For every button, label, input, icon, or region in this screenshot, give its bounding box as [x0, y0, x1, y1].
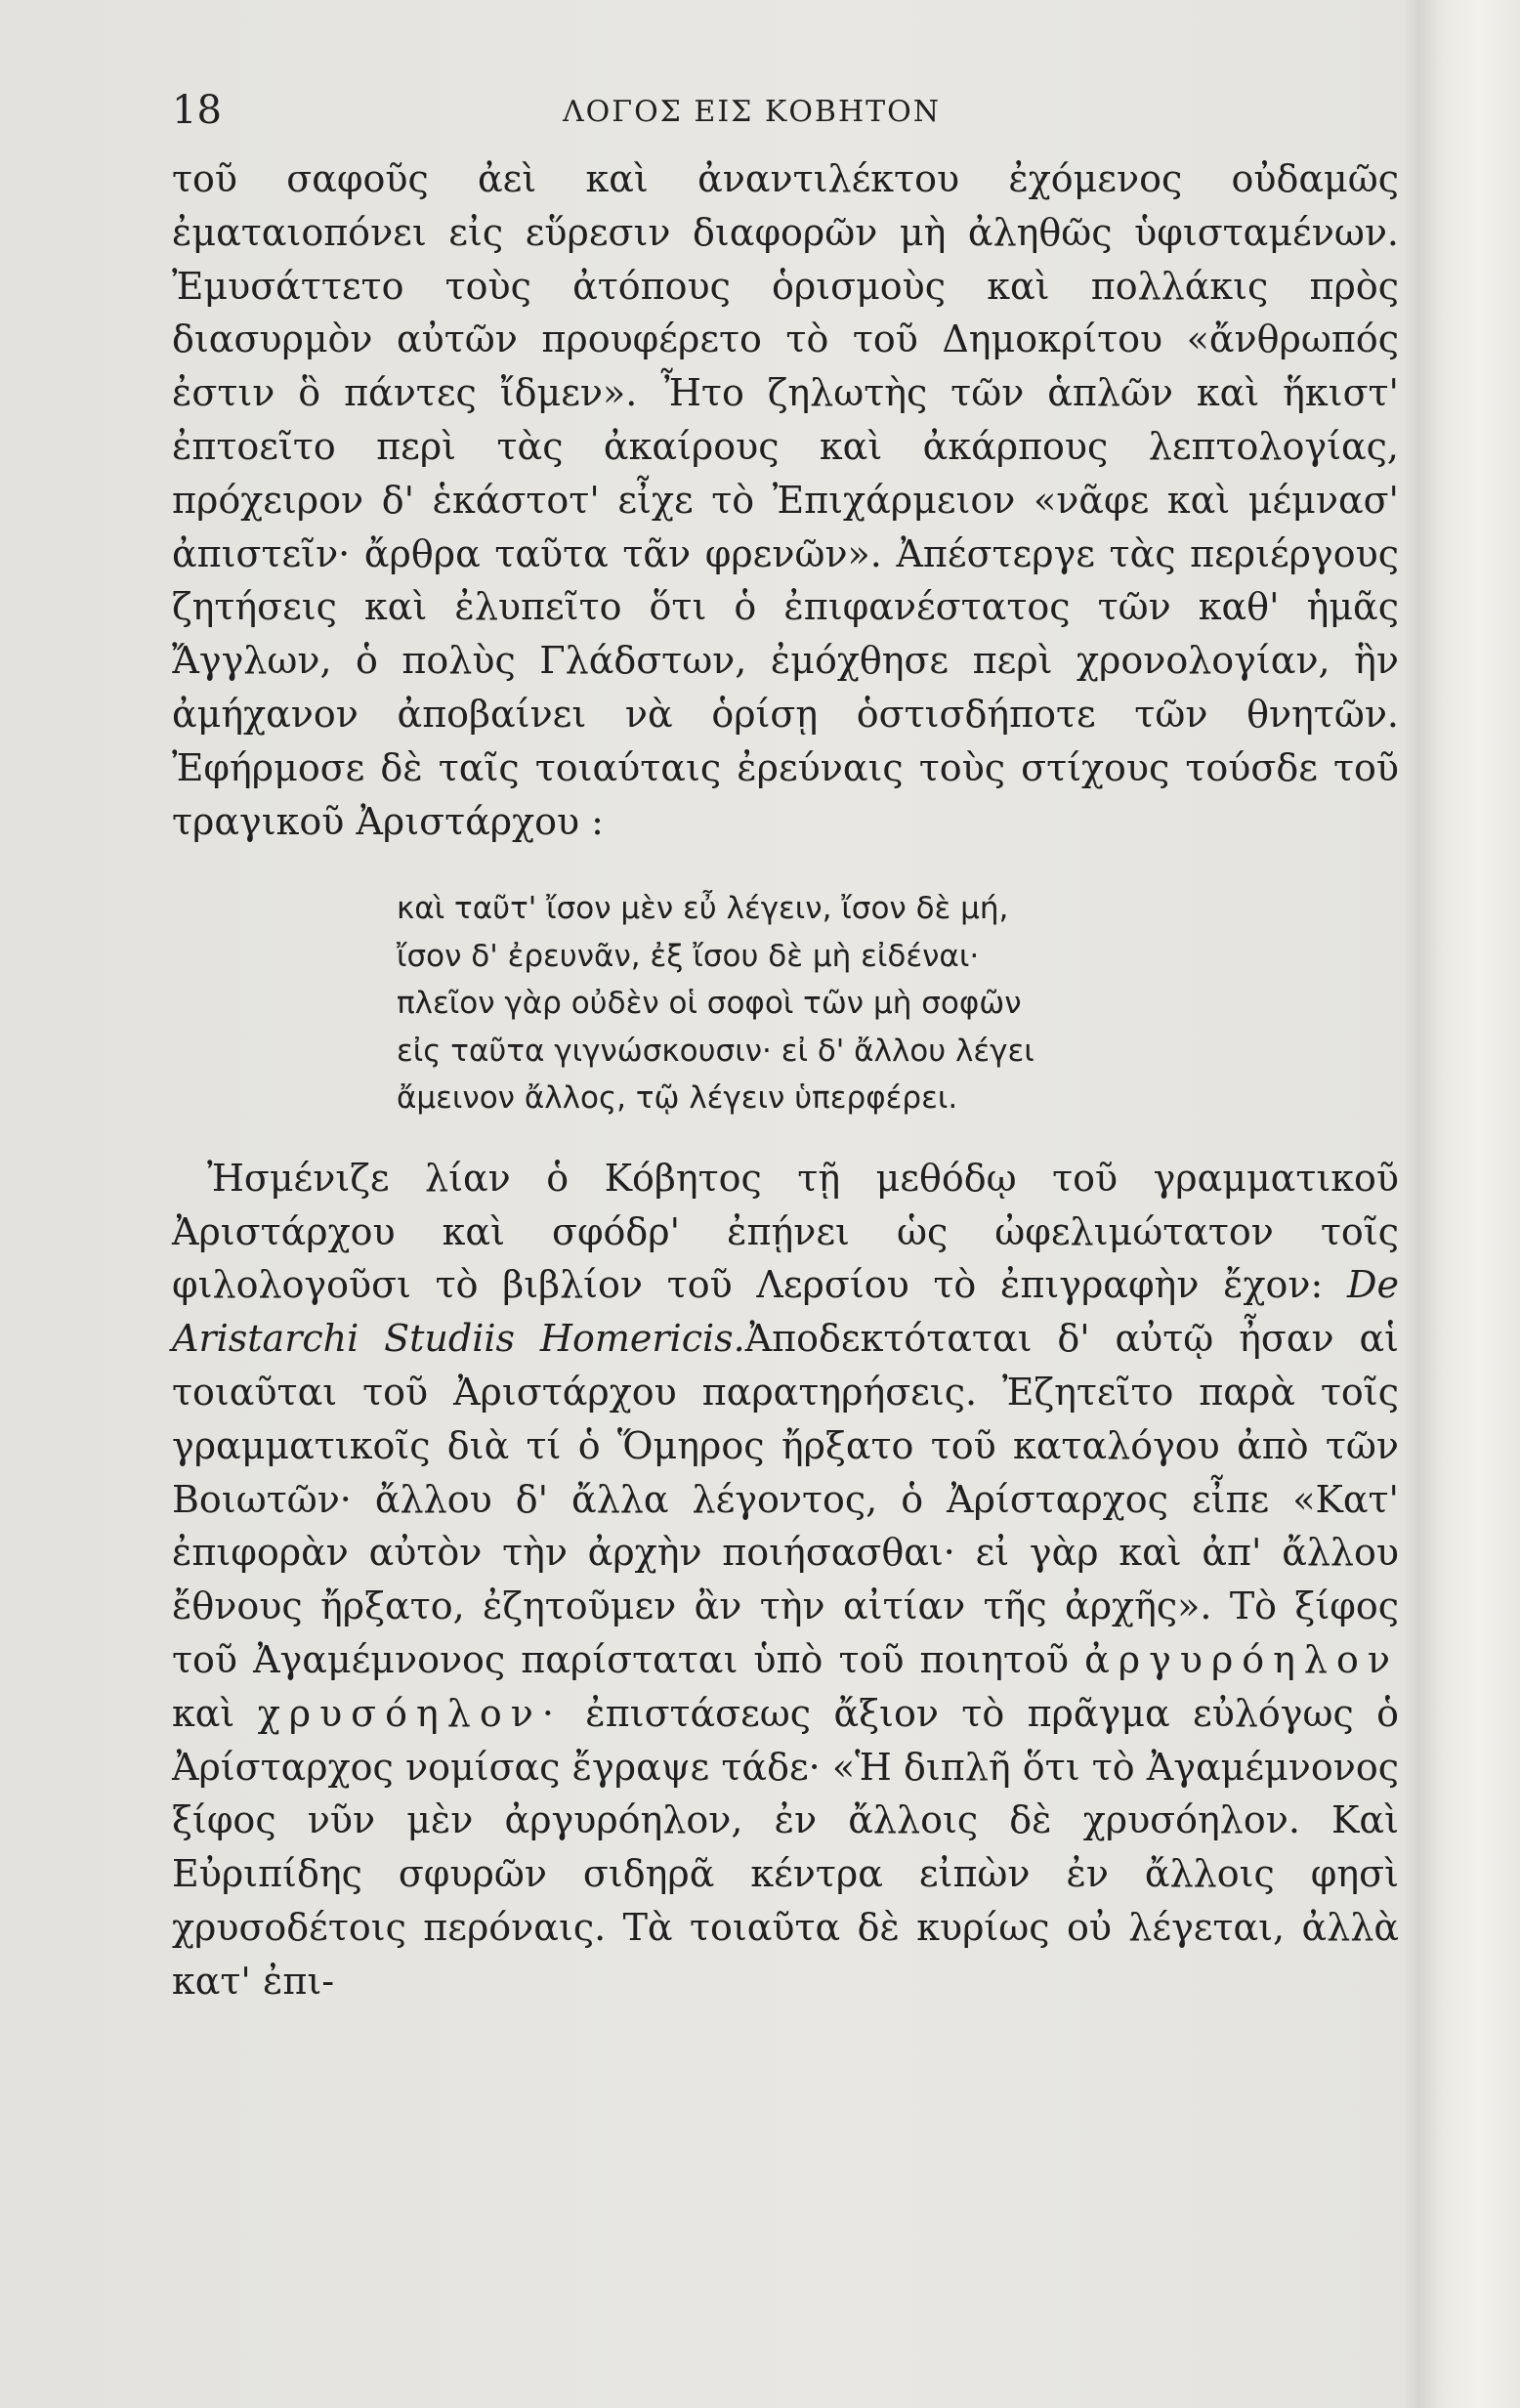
spaced-word: ἀργυρόηλον [1084, 1638, 1399, 1682]
verse-line: ἴσον δ' ἐρευνᾶν, ἐξ ἴσου δὲ μὴ εἰδέναι· [397, 938, 980, 974]
paragraph-2-rest: Ἀποδεκτόταται δ' αὐτῷ ἦσαν αἱ τοιαῦται τοῦ Ἀριστάρχου παρατηρήσεις. Ἐζητεῖτο παρὰ τοῖς γραμματικοῖς διὰ τί ὁ Ὅμηρος ἤρξατο τοῦ καταλόγου ἀπὸ τῶν Βοιωτῶν· ἄλλου δ' ἄλλα λέγοντος, ὁ Ἀρίσταρχος εἶπε «Κατ' ἐπιφορὰν αὐτὸν τὴν ἀρχὴν ποιήσασθαι· εἰ γὰρ καὶ ἀπ' ἄλλου ἔθνους ἤρξατο, ἐζητοῦμεν ἂν τὴν αἰτίαν τῆς ἀρχῆς». Τὸ ξίφος τοῦ Ἀγαμέμνονος παρίσταται ὑπὸ τοῦ ποιητοῦ [172, 1317, 1400, 1682]
paragraph-1: τοῦ σαφοῦς ἀεὶ καὶ ἀναντιλέκτου ἐχόμενος οὐδαμῶς ἐματαιοπόνει εἰς εὕρεσιν διαφορῶν μὴ ἀληθῶς ὑφισταμένων. Ἐμυσάττετο τοὺς ἀτόπους ὁρισμοὺς καὶ πολλάκις πρὸς διασυρμὸν αὐτῶν προυφέρετο τὸ τοῦ Δημοκρίτου «ἄνθρωπός ἐστιν ὃ πάντες ἴδμεν». Ἦτο ζηλωτὴς τῶν ἁπλῶν καὶ ἥκιστ' ἐπτοεῖτο περὶ τὰς ἀκαίρους καὶ ἀκάρπους λεπτολογίας, πρόχειρον δ' ἑκάστοτ' εἶχε τὸ Ἐπιχάρμειον «νᾶφε καὶ μέμνασ' ἀπιστεῖν· ἄρθρα ταῦτα τᾶν φρενῶν». Ἀπέστεργε τὰς περιέργους ζητήσεις καὶ ἐλυπεῖτο ὅτι ὁ ἐπιφανέστατος τῶν καθ' ἡμᾶς Ἄγγλων, ὁ πολὺς Γλάδστων, ἐμόχθησε περὶ χρονολογίαν, ἣν ἀμήχανον ἀποβαίνει νὰ ὁρίσῃ ὁστισδήποτε τῶν θνητῶν. Ἐφήρμοσε δὲ ταῖς τοιαύταις ἐρεύναις τοὺς στίχους τούσδε τοῦ τραγικοῦ Ἀριστάρχου : [172, 157, 1399, 843]
running-head: ΛΟΓΟΣ ΕΙΣ ΚΟΒΗΤΟΝ [563, 95, 941, 129]
page-number: 18 [172, 88, 222, 133]
verse-quote [397, 885, 1399, 1122]
page-edge [1418, 0, 1520, 2408]
spaced-word: χρυσόηλον· [257, 1691, 563, 1735]
book-title: De Aristarchi Studiis Homericis. [172, 1263, 1399, 1361]
verse-line: καὶ ταῦτ' ἴσον μὲν εὖ λέγειν, ἴσον δὲ μή, [397, 891, 1009, 927]
verse-line: εἰς ταῦτα γιγνώσκουσιν· εἰ δ' ἄλλου λέγει [397, 1033, 1034, 1069]
paragraph-2 [172, 1152, 1399, 2008]
paragraph-2-intro: Ἠσμένιζε λίαν ὁ Κόβητος τῇ μεθόδῳ τοῦ γραμματικοῦ Ἀριστάρχου καὶ σφόδρ' ἐπῄνει ὡς ὠφελιμώτατον τοῖς φιλολογοῦσι τὸ βιβλίον τοῦ Λερσίου τὸ ἐπιγραφὴν ἔχον: [172, 1156, 1399, 1307]
page-body [172, 152, 1399, 2008]
verse-line: πλεῖον γὰρ οὐδὲν οἱ σοφοὶ τῶν μὴ σοφῶν [397, 986, 1022, 1022]
conjunction: καὶ [172, 1691, 235, 1735]
page-header [172, 86, 1399, 135]
verse-line: ἄμεινον ἄλλος, τῷ λέγειν ὑπερφέρει. [397, 1080, 958, 1117]
paragraph-2-end: ἐπιστάσεως ἄξιον τὸ πρᾶγμα εὐλόγως ὁ Ἀρίσταρχος νομίσας ἔγραψε τάδε· «Ἡ διπλῆ ὅτι τὸ Ἀγαμέμνονος ξίφος νῦν μὲν ἀργυρόηλον, ἐν ἄλλοις δὲ χρυσόηλον. Καὶ Εὐριπίδης σφυρῶν σιδηρᾶ κέντρα εἰπὼν ἐν ἄλλοις φησὶ χρυσοδέτοις περόναις. Τὰ τοιαῦτα δὲ κυρίως οὐ λέγεται, ἀλλὰ κατ' ἐπι- [172, 1691, 1399, 2003]
